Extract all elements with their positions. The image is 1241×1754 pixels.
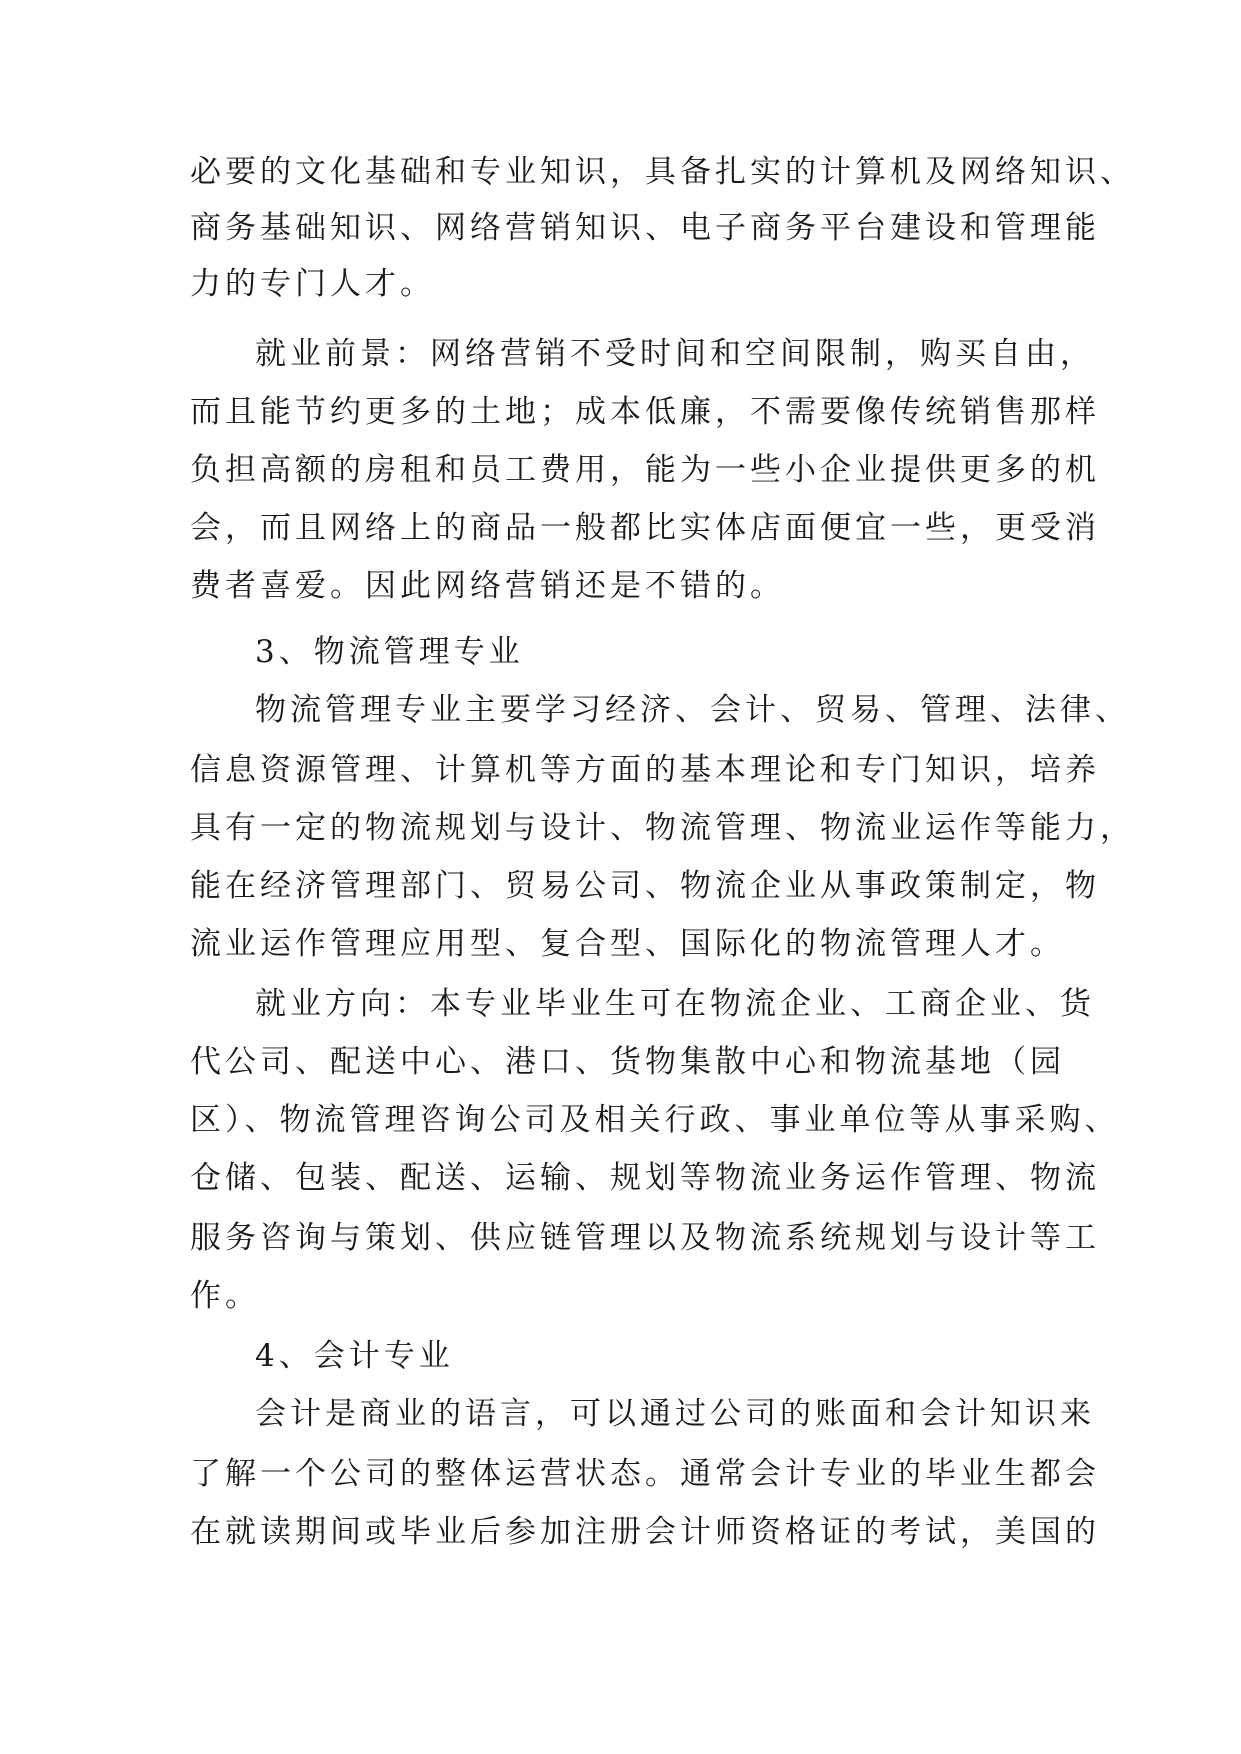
text-line: 负担高额的房租和员工费用，能为一些小企业提供更多的机 bbox=[190, 452, 1100, 488]
text-line: 作。 bbox=[190, 1278, 260, 1314]
text-line: 流业运作管理应用型、复合型、国际化的物流管理人才。 bbox=[190, 926, 1065, 962]
text-line: 了解一个公司的整体运营状态。通常会计专业的毕业生都会 bbox=[190, 1456, 1100, 1492]
text-line: 信息资源管理、计算机等方面的基本理论和专门知识，培养 bbox=[190, 752, 1100, 788]
text-line: 服务咨询与策划、供应链管理以及物流系统规划与设计等工 bbox=[190, 1220, 1100, 1256]
text-line: 而且能节约更多的土地；成本低廉，不需要像传统销售那样 bbox=[190, 394, 1100, 430]
text-line: 物流管理专业主要学习经济、会计、贸易、管理、法律、 bbox=[255, 692, 1130, 728]
text-line: 能在经济管理部门、贸易公司、物流企业从事政策制定，物 bbox=[190, 868, 1100, 904]
section-heading: 3、物流管理专业 bbox=[255, 634, 524, 670]
text-line: 会计是商业的语言，可以通过公司的账面和会计知识来 bbox=[255, 1396, 1095, 1432]
text-line: 商务基础知识、网络营销知识、电子商务平台建设和管理能 bbox=[190, 210, 1100, 246]
text-line: 区）、物流管理咨询公司及相关行政、事业单位等从事采购、 bbox=[190, 1102, 1120, 1138]
text-line: 必要的文化基础和专业知识，具备扎实的计算机及网络知识、 bbox=[190, 154, 1135, 190]
section-heading: 4、会计专业 bbox=[255, 1338, 454, 1374]
text-line: 在就读期间或毕业后参加注册会计师资格证的考试，美国的 bbox=[190, 1514, 1100, 1550]
text-line: 会，而且网络上的商品一般都比实体店面便宜一些，更受消 bbox=[190, 510, 1100, 546]
text-line: 仓储、包装、配送、运输、规划等物流业务运作管理、物流 bbox=[190, 1160, 1100, 1196]
text-line: 代公司、配送中心、港口、货物集散中心和物流基地（园 bbox=[190, 1044, 1065, 1080]
text-line: 就业方向：本专业毕业生可在物流企业、工商企业、货 bbox=[255, 986, 1095, 1022]
text-line: 就业前景：网络营销不受时间和空间限制，购买自由， bbox=[255, 336, 1095, 372]
text-line: 费者喜爱。因此网络营销还是不错的。 bbox=[190, 568, 785, 604]
text-line: 具有一定的物流规划与设计、物流管理、物流业运作等能力， bbox=[190, 810, 1135, 846]
text-line: 力的专门人才。 bbox=[190, 266, 435, 302]
